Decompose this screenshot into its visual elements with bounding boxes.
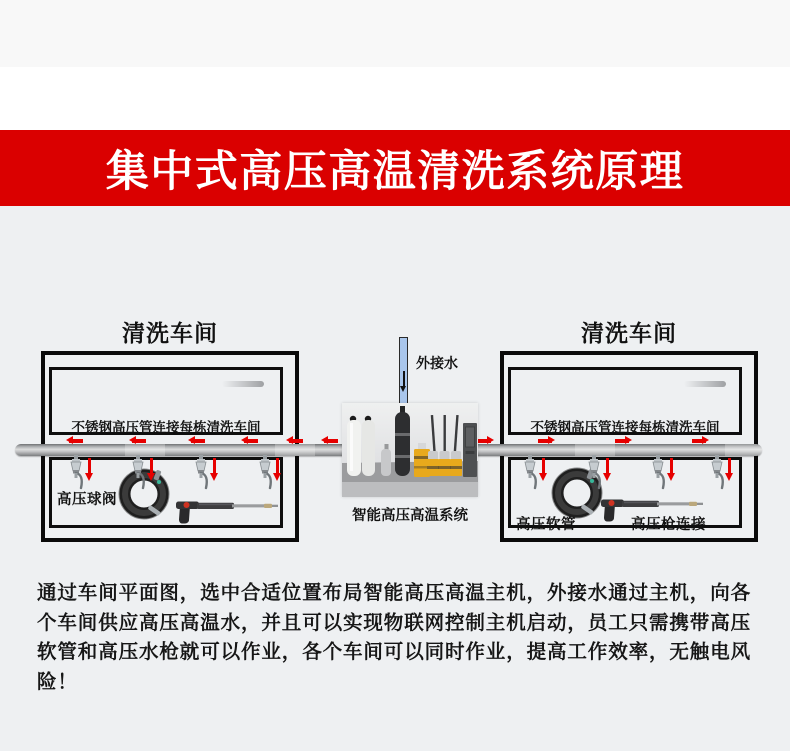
flow-arrow-left-icon: [185, 436, 205, 445]
system-diagram: [0, 206, 790, 578]
right-workshop-title: 清洗车间: [581, 321, 677, 347]
description-line: 通过车间平面图，选中合适位置布局智能高压高温主机，外接水通过主机，向各: [37, 581, 752, 604]
right-pipe-note: 不锈钢高压管连接每栋清洗车间: [530, 420, 720, 436]
flow-arrow-down-icon: [85, 458, 94, 482]
left-workshop-title: 清洗车间: [122, 321, 218, 347]
description-line: 软管和高压水枪就可以作业，各个车间可以同时作业，提高工作效率，无触电风: [37, 640, 752, 664]
flow-arrow-right-icon: [538, 436, 558, 445]
left-valve-label: 高压球阀: [57, 492, 117, 508]
flow-arrow-right-icon: [477, 436, 497, 445]
flow-arrow-left-icon: [318, 436, 338, 445]
spray-gun-icon: [173, 496, 285, 526]
page-title: 集中式高压高温清洗系统原理: [105, 146, 685, 197]
right-box-shading: [684, 381, 726, 387]
right-gun-label: 高压枪连接: [631, 517, 706, 533]
flow-arrow-down-icon: [273, 458, 282, 482]
title-banner: [0, 130, 790, 206]
flow-arrow-down-icon: [725, 458, 734, 482]
water-inlet-label: 外接水: [416, 356, 458, 372]
flow-arrow-down-icon: [539, 458, 548, 482]
flow-arrow-down-icon: [210, 458, 219, 482]
flow-arrow-right-icon: [692, 436, 712, 445]
flow-arrow-left-icon: [63, 436, 83, 445]
water-pipe-icon: [399, 337, 408, 413]
flow-arrow-left-icon: [283, 436, 303, 445]
description-line: 个车间供应高压高温水，并且可以实现物联网控制主机启动，员工只需携带高压: [37, 610, 752, 634]
left-box-shading: [222, 381, 264, 387]
top-gray-strip: [0, 0, 790, 67]
flow-arrow-right-icon: [615, 436, 635, 445]
description-line: 险！: [37, 669, 78, 693]
left-pipe-note: 不锈钢高压管连接每栋清洗车间: [71, 420, 261, 436]
flow-arrow-left-icon: [238, 436, 258, 445]
description-paragraph: [37, 578, 759, 696]
flow-arrow-down-icon: [147, 458, 156, 482]
equipment-photo: [342, 403, 478, 497]
high-pressure-host-illustration: [342, 403, 478, 497]
flow-arrow-down-icon: [603, 458, 612, 482]
flow-arrow-down-icon: [667, 458, 676, 482]
flow-arrow-left-icon: [126, 436, 146, 445]
system-label: 智能高压高温系统: [352, 508, 468, 524]
right-hose-label: 高压软管: [516, 517, 576, 533]
top-white-strip: [0, 67, 790, 130]
